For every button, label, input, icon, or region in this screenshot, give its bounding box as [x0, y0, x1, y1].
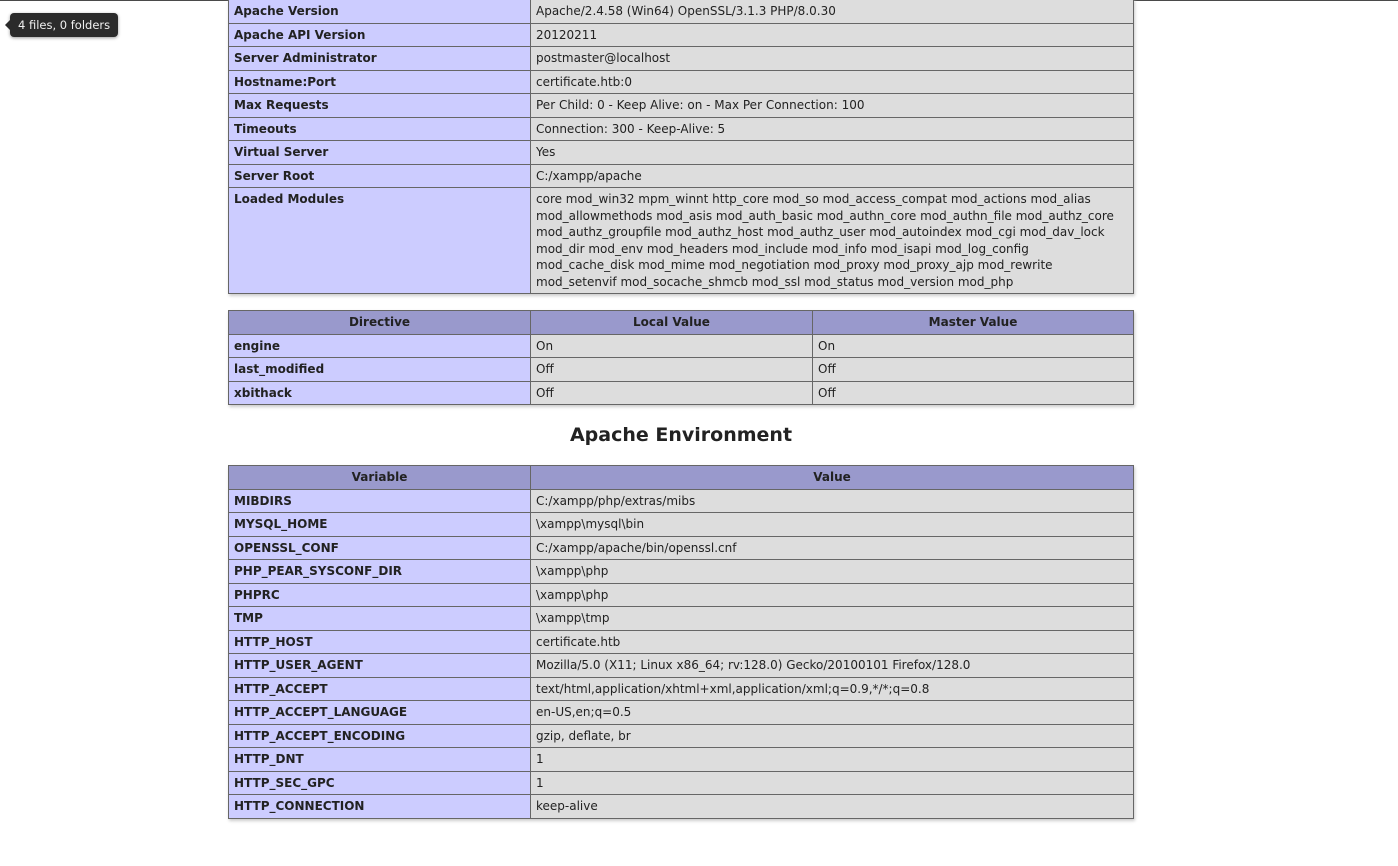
variable-name: HTTP_USER_AGENT: [229, 654, 531, 678]
variable-name: HTTP_DNT: [229, 748, 531, 772]
table-row: [229, 381, 1134, 405]
variable-name: HTTP_ACCEPT: [229, 677, 531, 701]
variable-value: \xampp\tmp: [531, 607, 1134, 631]
row-key: Hostname:Port: [229, 70, 531, 94]
row-value: postmaster@localhost: [531, 47, 1134, 71]
table-row: [229, 677, 1134, 701]
variable-name: MYSQL_HOME: [229, 513, 531, 537]
variable-name: HTTP_HOST: [229, 630, 531, 654]
table-row: [229, 630, 1134, 654]
variable-value: en-US,en;q=0.5: [531, 701, 1134, 725]
column-header: Variable: [229, 466, 531, 490]
row-key: Server Administrator: [229, 47, 531, 71]
table-row: [229, 607, 1134, 631]
variable-value: 1: [531, 748, 1134, 772]
table-row: [229, 70, 1134, 94]
row-key: Timeouts: [229, 117, 531, 141]
variable-value: \xampp\php: [531, 560, 1134, 584]
table-row: [229, 47, 1134, 71]
variable-value: 1: [531, 771, 1134, 795]
row-key: Apache API Version: [229, 23, 531, 47]
variable-value: keep-alive: [531, 795, 1134, 819]
master-value: On: [813, 334, 1134, 358]
variable-name: TMP: [229, 607, 531, 631]
row-value: certificate.htb:0: [531, 70, 1134, 94]
variable-value: text/html,application/xhtml+xml,application/xml;q=0.9,*/*;q=0.8: [531, 677, 1134, 701]
master-value: Off: [813, 381, 1134, 405]
variable-value: \xampp\mysql\bin: [531, 513, 1134, 537]
variable-name: HTTP_SEC_GPC: [229, 771, 531, 795]
table-row: [229, 513, 1134, 537]
row-key: Virtual Server: [229, 141, 531, 165]
variable-value: Mozilla/5.0 (X11; Linux x86_64; rv:128.0) Gecko/20100101 Firefox/128.0: [531, 654, 1134, 678]
phpinfo-content: [228, 0, 1134, 819]
row-key: Apache Version: [229, 0, 531, 23]
variable-name: MIBDIRS: [229, 489, 531, 513]
row-value: 20120211: [531, 23, 1134, 47]
directive-name: engine: [229, 334, 531, 358]
table-row: [229, 701, 1134, 725]
variable-value: \xampp\php: [531, 583, 1134, 607]
row-value: Yes: [531, 141, 1134, 165]
row-key: Server Root: [229, 164, 531, 188]
row-value: Per Child: 0 - Keep Alive: on - Max Per Connection: 100: [531, 94, 1134, 118]
table-row: [229, 334, 1134, 358]
row-key: Loaded Modules: [229, 188, 531, 294]
variable-name: OPENSSL_CONF: [229, 536, 531, 560]
variable-name: PHPRC: [229, 583, 531, 607]
loaded-modules-value: core mod_win32 mpm_winnt http_core mod_so mod_access_compat mod_actions mod_alias mod_allowmethods mod_asis mod_auth_basic mod_authn_core mod_authn_file mod_authz_core mod_authz_groupfile mod_authz_host mod_authz_user mod_autoindex mod_cgi mod_dav_lock mod_dir mod_env mod_headers mod_include mod_info mod_isapi mod_log_config mod_cache_disk mod_mime mod_negotiation mod_proxy mod_proxy_ajp mod_rewrite mod_setenvif mod_socache_shmcb mod_ssl mod_status mod_version mod_php: [531, 188, 1134, 294]
table-row: [229, 560, 1134, 584]
local-value: Off: [531, 358, 813, 382]
table-row: [229, 141, 1134, 165]
variable-name: HTTP_ACCEPT_LANGUAGE: [229, 701, 531, 725]
table-row: [229, 188, 1134, 294]
table-row: [229, 23, 1134, 47]
table-row: [229, 0, 1134, 23]
table-row: [229, 117, 1134, 141]
variable-value: gzip, deflate, br: [531, 724, 1134, 748]
table-header-row: [229, 311, 1134, 335]
section-title-apache-environment: Apache Environment: [569, 424, 793, 446]
table-header-row: [229, 466, 1134, 490]
table-row: [229, 94, 1134, 118]
local-value: On: [531, 334, 813, 358]
local-value: Off: [531, 381, 813, 405]
spacer: [228, 294, 1134, 310]
table-row: [229, 654, 1134, 678]
apache-info-table: [228, 0, 1134, 294]
table-row: [229, 795, 1134, 819]
table-row: [229, 489, 1134, 513]
table-row: [229, 536, 1134, 560]
directive-name: last_modified: [229, 358, 531, 382]
directive-name: xbithack: [229, 381, 531, 405]
variable-name: PHP_PEAR_SYSCONF_DIR: [229, 560, 531, 584]
column-header: Value: [531, 466, 1134, 490]
variable-value: C:/xampp/apache/bin/openssl.cnf: [531, 536, 1134, 560]
directive-table: [228, 310, 1134, 405]
table-row: [229, 164, 1134, 188]
environment-table: [228, 465, 1134, 819]
row-value: Connection: 300 - Keep-Alive: 5: [531, 117, 1134, 141]
row-value: C:/xampp/apache: [531, 164, 1134, 188]
column-header: Master Value: [813, 311, 1134, 335]
column-header: Directive: [229, 311, 531, 335]
master-value: Off: [813, 358, 1134, 382]
file-count-tooltip: 4 files, 0 folders: [10, 13, 118, 37]
row-key: Max Requests: [229, 94, 531, 118]
column-header: Local Value: [531, 311, 813, 335]
table-row: [229, 771, 1134, 795]
table-row: [229, 358, 1134, 382]
table-row: [229, 724, 1134, 748]
table-row: [229, 748, 1134, 772]
variable-name: HTTP_CONNECTION: [229, 795, 531, 819]
variable-value: certificate.htb: [531, 630, 1134, 654]
row-value: Apache/2.4.58 (Win64) OpenSSL/3.1.3 PHP/8.0.30: [531, 0, 1134, 23]
variable-value: C:/xampp/php/extras/mibs: [531, 489, 1134, 513]
table-row: [229, 583, 1134, 607]
variable-name: HTTP_ACCEPT_ENCODING: [229, 724, 531, 748]
